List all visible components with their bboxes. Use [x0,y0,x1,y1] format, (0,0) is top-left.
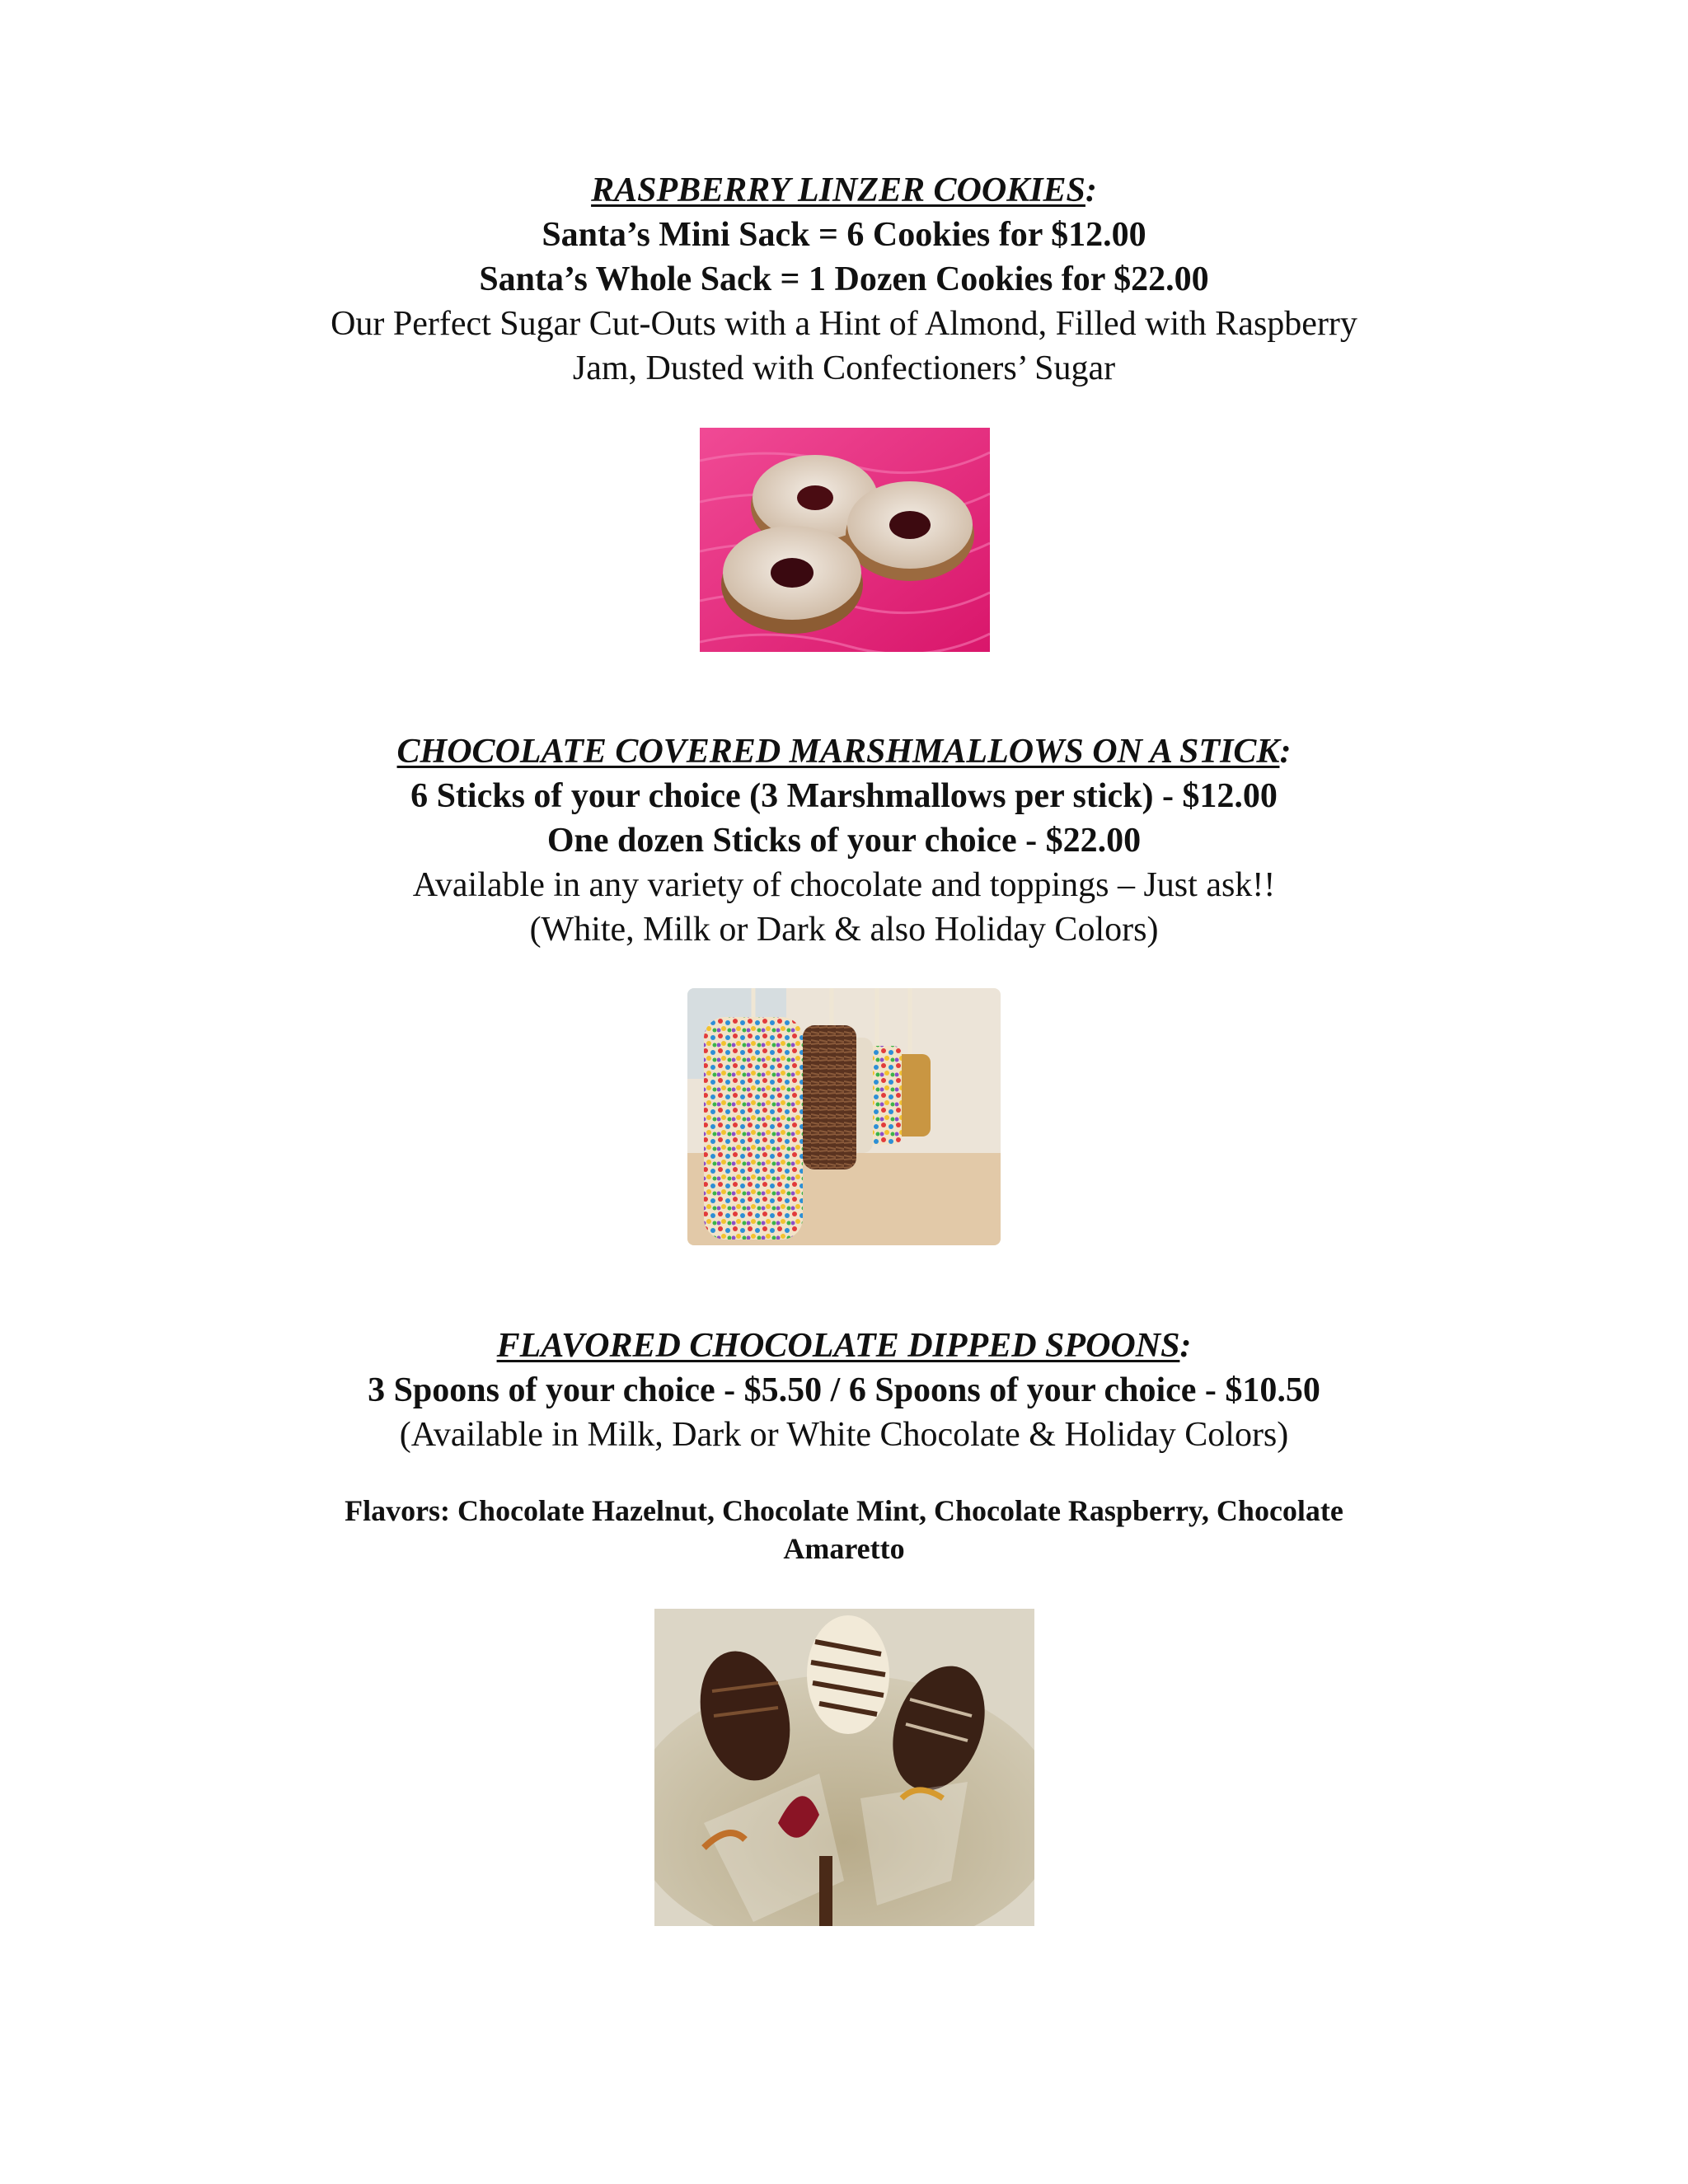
spoons-photo [654,1609,1034,1926]
section-heading: FLAVORED CHOCOLATE DIPPED SPOONS: [496,1327,1192,1365]
description-line: (White, Milk or Dark & also Holiday Colors) [529,911,1159,949]
flavors-line: Flavors: Chocolate Hazelnut, Chocolate Mint, Chocolate Raspberry, Chocolate [345,1494,1343,1527]
description-line: (Available in Milk, Dark or White Chocolate & Holiday Colors) [399,1416,1289,1454]
price-line: Santa’s Whole Sack = 1 Dozen Cookies for $22.00 [479,260,1209,298]
linzer-cookies-photo [700,428,990,652]
price-line: Santa’s Mini Sack = 6 Cookies for $12.00 [542,216,1146,254]
flavors-line: Amaretto [783,1532,905,1565]
linzer-cookies-section [0,168,1688,391]
price-line: 6 Sticks of your choice (3 Marshmallows per stick) - $12.00 [410,777,1278,815]
marshmallows-photo [687,988,1001,1245]
section-heading: CHOCOLATE COVERED MARSHMALLOWS ON A STICK: [396,733,1292,771]
spoons-section [0,1324,1688,1568]
price-line: One dozen Sticks of your choice - $22.00 [546,822,1142,860]
section-heading: RASPBERRY LINZER COOKIES: [591,171,1097,209]
marshmallows-section [0,729,1688,952]
description-line: Jam, Dusted with Confectioners’ Sugar [572,349,1116,387]
description-line: Our Perfect Sugar Cut-Outs with a Hint of Almond, Filled with Raspberry [331,305,1357,343]
price-line: 3 Spoons of your choice - $5.50 / 6 Spoons of your choice - $10.50 [368,1371,1320,1409]
description-line: Available in any variety of chocolate and toppings – Just ask!! [412,866,1276,904]
